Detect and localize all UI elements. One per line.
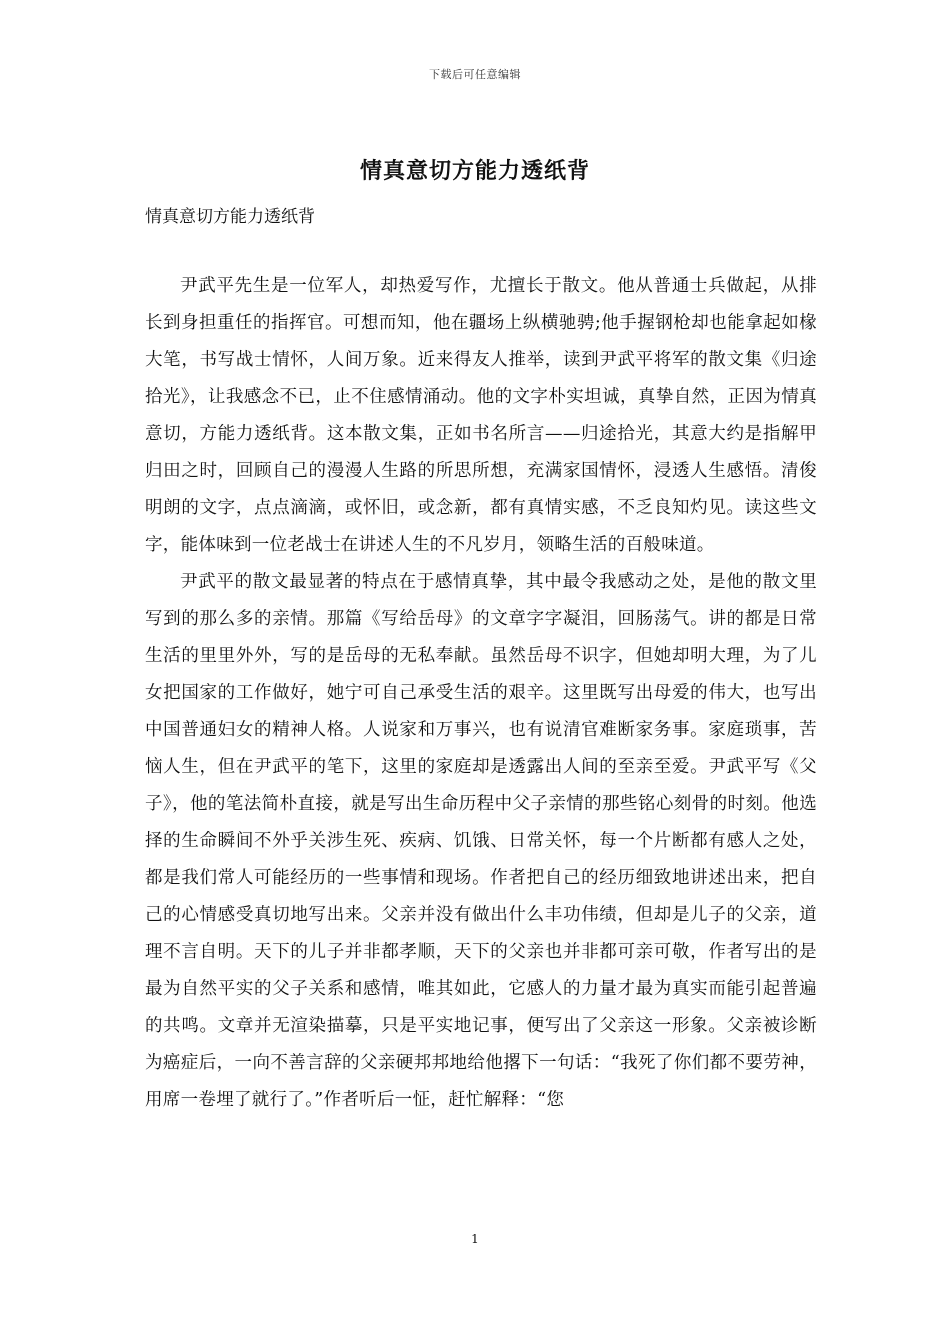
body-paragraph: 尹武平的散文最显著的特点在于感情真挚，其中最令我感动之处，是他的散文里写到的那么多的亲情。那篇《写给岳母》的文章字字凝泪，回肠荡气。讲的都是日常生活的里里外外，写的是岳母的无私奉献。虽然岳母不识字，但她却明大理，为了儿女把国家的工作做好，她宁可自己承受生活的艰辛。这里既写出母爱的伟大，也写出中国普通妇女的精神人格。人说家和万事兴，也有说清官难断家务事。家庭琐事，苦恼人生，但在尹武平的笔下，这里的家庭却是透露出人间的至亲至爱。尹武平写《父子》，他的笔法简朴直接，就是写出生命历程中父子亲情的那些铭心刻骨的时刻。他选择的生命瞬间不外乎关涉生死、疾病、饥饿、日常关怀，每一个片断都有感人之处，都是我们常人可能经历的一些事情和现场。作者把自己的经历细致地讲述出来，把自己的心情感受真切地写出来。父亲并没有做出什么丰功伟绩，但却是儿子的父亲，道理不言自明。天下的儿子并非都孝顺，天下的父亲也并非都可亲可敬，作者写出的是最为自然平实的父子关系和感情，唯其如此，它感人的力量才最为真实而能引起普遍的共鸣。文章并无渲染描摹，只是平实地记事，便写出了父亲这一形象。父亲被诊断为癌症后，一向不善言辞的父亲硬邦邦地给他撂下一句话：“我死了你们都不要劳神，用席一卷埋了就行了。”作者听后一怔，赶忙解释：“您 xyxy=(145,572,817,1110)
page-header-note: 下载后可任意编辑 xyxy=(429,68,521,81)
page-number: 1 xyxy=(471,1232,479,1246)
body-paragraph: 尹武平先生是一位军人，却热爱写作，尤擅长于散文。他从普通士兵做起，从排长到身担重任的指挥官。可想而知，他在疆场上纵横驰骋;他手握钢枪却也能拿起如椽大笔，书写战士情怀，人间万象。近来得友人推举，读到尹武平将军的散文集《归途拾光》，让我感念不已，止不住感情涌动。他的文字朴实坦诚，真挚自然，正因为情真意切，方能力透纸背。这本散文集，正如书名所言——归途拾光，其意大约是指解甲归田之时，回顾自己的漫漫人生路的所思所想，充满家国情怀，浸透人生感悟。清俊明朗的文字，点点滴滴，或怀旧，或念新，都有真情实感，不乏良知灼见。读这些文字，能体味到一位老战士在讲述人生的不凡岁月，领略生活的百般味道。 xyxy=(145,276,817,555)
document-subtitle: 情真意切方能力透纸背 xyxy=(145,207,315,227)
document-body xyxy=(145,268,817,1119)
document-title: 情真意切方能力透纸背 xyxy=(359,158,590,184)
